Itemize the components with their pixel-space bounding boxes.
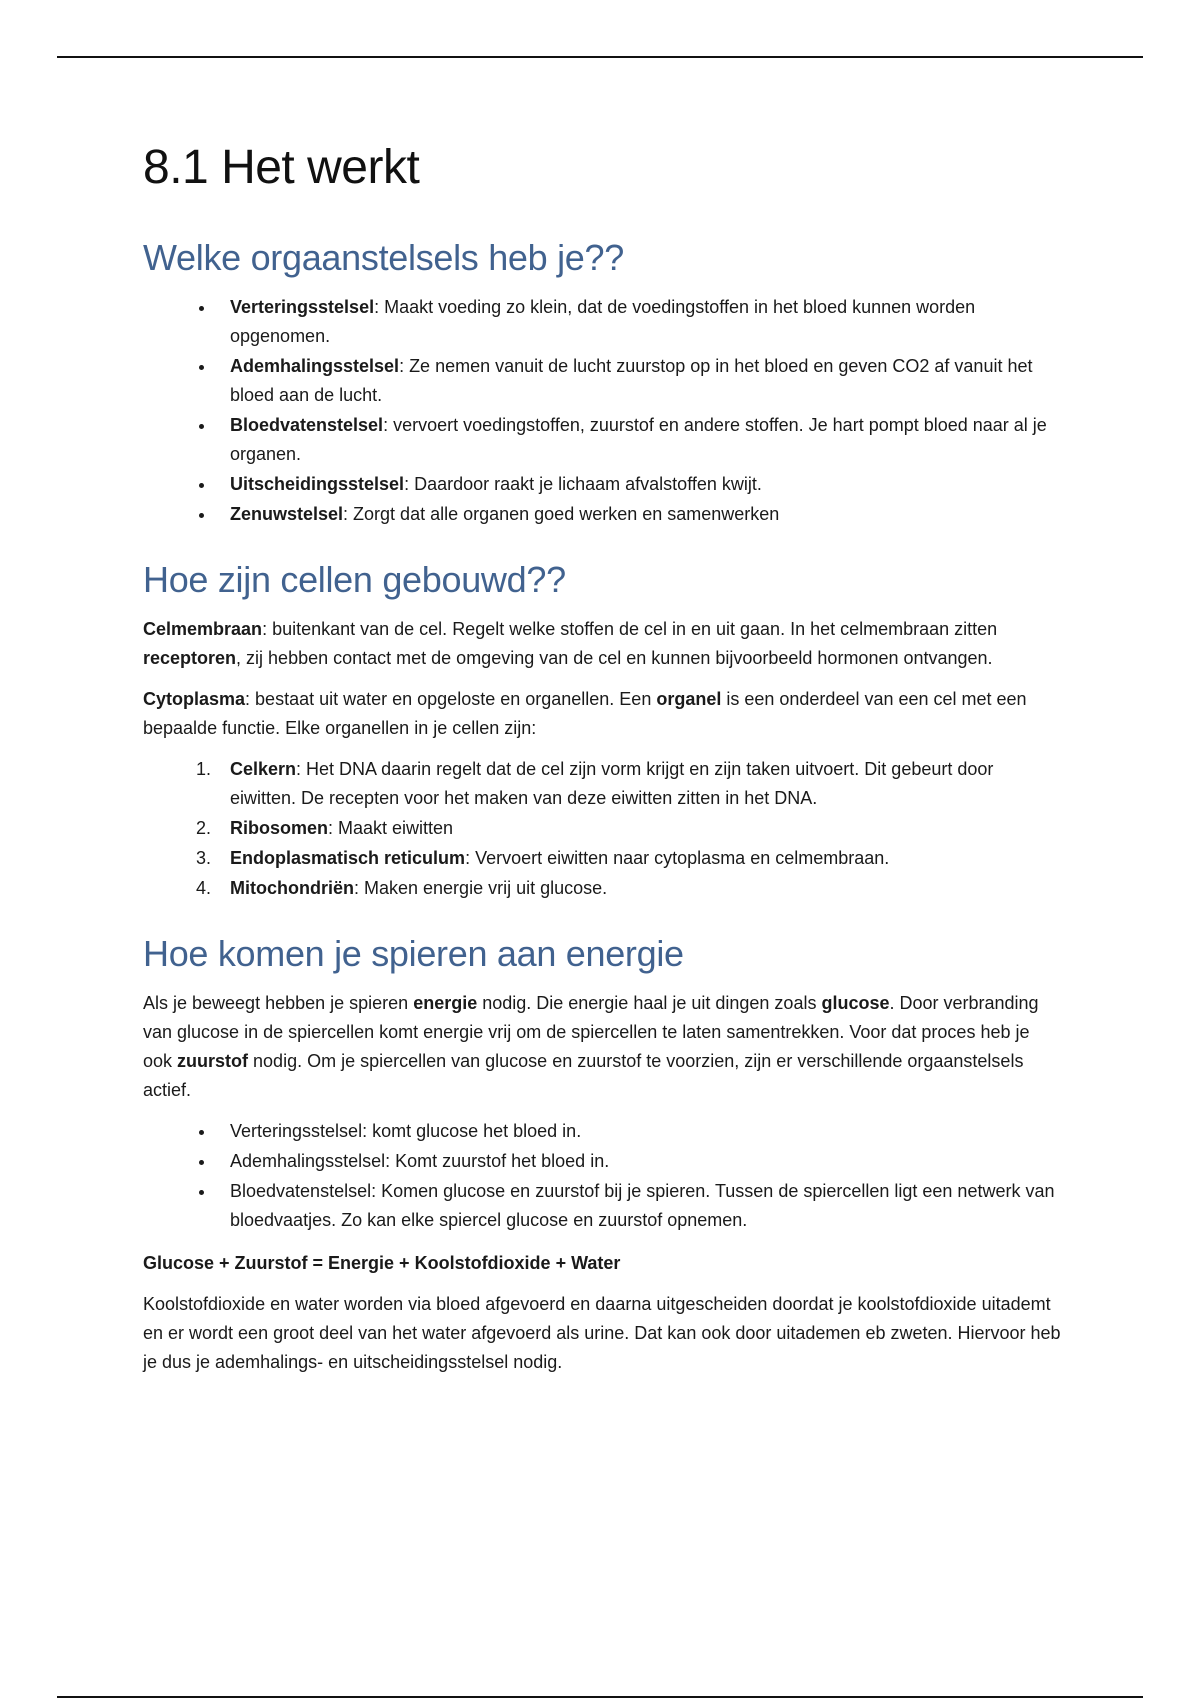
organelles-list bbox=[143, 755, 1063, 903]
list-item: • Zenuwstelsel: Zorgt dat alle organen goed werken en samenwerken bbox=[216, 500, 1063, 529]
list-item: • Ademhalingsstelsel: Ze nemen vanuit de lucht zuurstop op in het bloed en geven CO2 af vanuit het bloed aan de lucht. bbox=[216, 352, 1063, 410]
paragraph-cytoplasma: Cytoplasma: bestaat uit water en opgeloste en organellen. Een organel is een onderdeel van een cel met een bepaalde functie. Elke organellen in je cellen zijn: bbox=[143, 689, 1027, 738]
paragraph-celmembraan: Celmembraan: buitenkant van de cel. Regelt welke stoffen de cel in en uit gaan. In het celmembraan zitten receptoren, zij hebben contact met de omgeving van de cel en kunnen bijvoorbeeld hormonen ontvangen. bbox=[143, 619, 998, 668]
list-item: • Bloedvatenstelsel: Komen glucose en zuurstof bij je spieren. Tussen de spiercellen ligt een netwerk van bloedvaatjes. Zo kan elke spiercel glucose en zuurstof opnemen. bbox=[216, 1177, 1063, 1235]
list-item: 4. Mitochondriën: Maken energie vrij uit glucose. bbox=[216, 874, 1063, 903]
section-heading: Welke orgaanstelsels heb je?? bbox=[143, 237, 624, 278]
active-systems-list bbox=[143, 1117, 1063, 1235]
paragraph-closing: Koolstofdioxide en water worden via bloed afgevoerd en daarna uitgescheiden doordat je koolstofdioxide uitademt en er wordt een groot deel van het water afgevoerd als urine. Dat kan ook door uitademen eb zweten. Hiervoor heb je dus je ademhalings- en uitscheidingsstelsel nodig. bbox=[143, 1294, 1061, 1372]
section-heading: Hoe zijn cellen gebouwd?? bbox=[143, 559, 566, 600]
list-item: • Verteringsstelsel: komt glucose het bloed in. bbox=[216, 1117, 1063, 1146]
paragraph-intro: Als je beweegt hebben je spieren energie nodig. Die energie haal je uit dingen zoals glucose. Door verbranding van glucose in de spiercellen komt energie vrij om de spiercellen te laten samentrekken. Voor dat proces heb je ook zuurstof nodig. Om je spiercellen van glucose en zuurstof te voorzien, zijn er verschillende orgaanstelsels actief. bbox=[143, 993, 1039, 1100]
section-heading: Hoe komen je spieren aan energie bbox=[143, 933, 684, 974]
organ-systems-list bbox=[143, 293, 1063, 529]
list-item: 3. Endoplasmatisch reticulum: Vervoert eiwitten naar cytoplasma en celmembraan. bbox=[216, 844, 1063, 873]
list-item: • Verteringsstelsel: Maakt voeding zo klein, dat de voedingstoffen in het bloed kunnen worden opgenomen. bbox=[216, 293, 1063, 351]
section-cells bbox=[143, 559, 1063, 903]
list-item: • Uitscheidingsstelsel: Daardoor raakt je lichaam afvalstoffen kwijt. bbox=[216, 470, 1063, 499]
list-item: 1. Celkern: Het DNA daarin regelt dat de cel zijn vorm krijgt en zijn taken uitvoert. Dit gebeurt door eiwitten. De recepten voor het maken van deze eiwitten zitten in het DNA. bbox=[216, 755, 1063, 813]
bottom-rule bbox=[57, 1696, 1143, 1698]
formula: Glucose + Zuurstof = Energie + Koolstofdioxide + Water bbox=[143, 1253, 621, 1273]
list-item: • Bloedvatenstelsel: vervoert voedingstoffen, zuurstof en andere stoffen. Je hart pompt bloed naar al je organen. bbox=[216, 411, 1063, 469]
list-item: • Ademhalingsstelsel: Komt zuurstof het bloed in. bbox=[216, 1147, 1063, 1176]
section-muscle-energy bbox=[143, 933, 1063, 1377]
top-rule bbox=[57, 56, 1143, 58]
document-body bbox=[143, 140, 1063, 1407]
page-title: 8.1 Het werkt bbox=[143, 141, 420, 194]
list-item: 2. Ribosomen: Maakt eiwitten bbox=[216, 814, 1063, 843]
section-organ-systems bbox=[143, 237, 1063, 529]
